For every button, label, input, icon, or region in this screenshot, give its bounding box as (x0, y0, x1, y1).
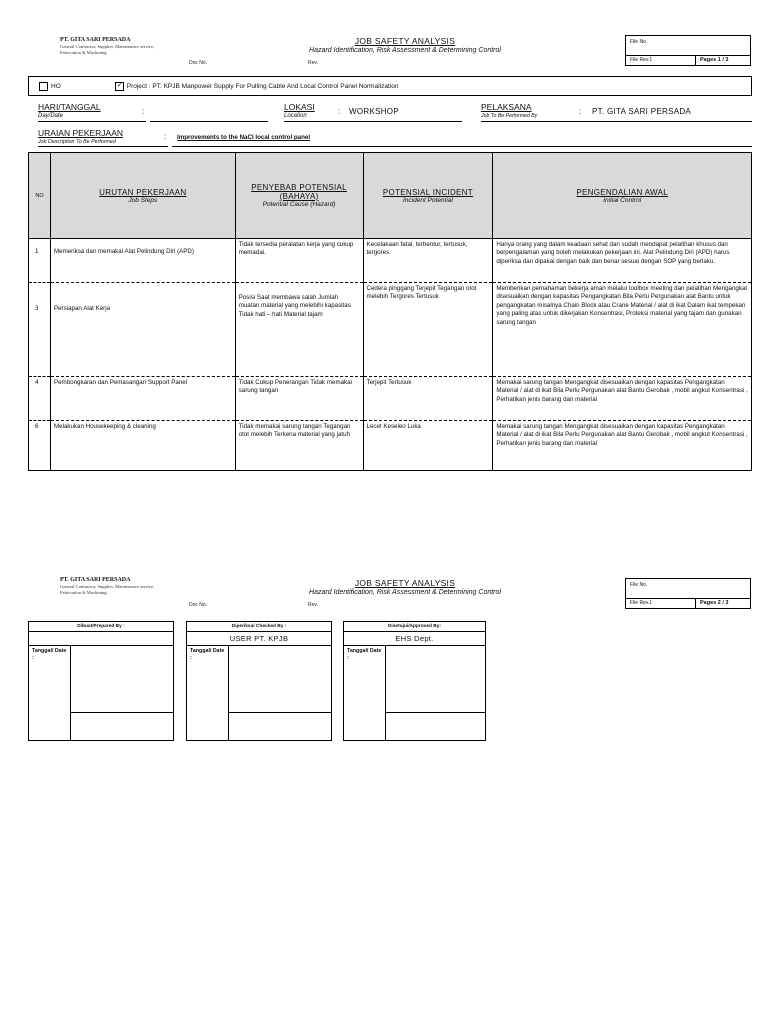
rev-label: Rev. (308, 60, 318, 66)
job-step: Pembongkaran dan Pemasangan Support Panel (50, 377, 235, 421)
lokasi-colon: : (338, 107, 341, 116)
document-title-page2: JOB SAFETY ANALYSIS (354, 578, 456, 588)
file-info-box (625, 35, 751, 66)
pelaksana-label: PELAKSANA (481, 102, 532, 112)
project-checkbox[interactable] (115, 82, 124, 91)
company-description-line1-page2: General Contractor, Supplier, Maintenance service, (60, 584, 155, 589)
file-rev-label: File Rev.1 (626, 56, 696, 65)
day-date-sublabel: Day/Date (38, 113, 64, 119)
potential-cause: Posisi Saat membawa salah Jumlah muatan material yang melebihi kapasitas Tidak hati – hati Material tajam (235, 283, 363, 377)
hari-tanggal-label: HARI/TANGGAL (38, 102, 101, 112)
hari-underline (38, 121, 146, 122)
header-initial-control: PENGENDALIAN AWAL Initial Control (493, 153, 752, 239)
potential-incident: Kecelakaan fatal, terbentur, tertusuk, tergores. (363, 239, 493, 283)
potential-incident: Lecet Keseleo Luka (363, 421, 493, 471)
company-name-page2: PT. GITA SARI PERSADA (60, 577, 131, 583)
hari-colon: : (142, 107, 145, 116)
potential-cause: Tidak tersedia peralatan kerja yang cukup memadai. (235, 239, 363, 283)
company-name: PT. GITA SARI PERSADA (60, 37, 131, 43)
row-number: 1 (29, 239, 51, 283)
initial-control: Hanya orang yang dalam keadaan sehat dan sudah mendapat pelatihan khusus dan berpengalaman yang boleh melakukan pekerjaan ini. Alat Pelindung Diri (APD) harus diperiksa dan dipakai dengan baik dan benar sesuai dengan SOP yang berlaku. (493, 239, 752, 283)
header-job-steps: URUTAN PEKERJAAN Job Steps (50, 153, 235, 239)
table-row (29, 283, 752, 377)
checked-date-label: Tanggal/ Date : (187, 646, 229, 740)
header-potential-cause: PENYEBAB POTENSIAL (BAHAYA) Potential Cause (Hazard) (235, 153, 363, 239)
company-description-line1: General Contractor, Supplier, Maintenance service, (60, 44, 155, 49)
location-value: WORKSHOP (349, 107, 399, 116)
table-row (29, 239, 752, 283)
performer-underline (481, 121, 752, 122)
row-number: 3 (29, 283, 51, 377)
job-step: Memeriksa dan memakai Alat Pelindung Diri (APD) (50, 239, 235, 283)
job-description-sublabel: Job Description To Be Performed (38, 139, 116, 145)
prepared-signature-area[interactable] (71, 646, 173, 740)
doc-no-label: Doc No. (189, 60, 208, 66)
performed-by-sublabel: Job To Be Performed By (481, 113, 538, 119)
project-box (28, 76, 752, 96)
prepared-date-label: Tanggal/ Date : (29, 646, 71, 740)
uraian-underline (38, 146, 168, 147)
jsa-table (28, 152, 752, 471)
ho-checkbox[interactable] (39, 82, 48, 91)
document-subtitle: Hazard Identification, Risk Assessment & Determining Control (309, 47, 501, 54)
approved-by-box (343, 621, 486, 741)
rev-label-page2: Rev. (308, 602, 318, 608)
prepared-by-label: Dibuat/Prepared By : (29, 622, 173, 632)
uraian-colon: : (164, 132, 167, 141)
header-potential-incident: POTENSIAL INCIDENT Incident Potential (363, 153, 493, 239)
potential-incident: Terjepit Tertusuk (363, 377, 493, 421)
checked-by-label: Diperiksa/ Checked By : (187, 622, 331, 632)
location-underline (284, 121, 462, 122)
row-number: 6 (29, 421, 51, 471)
checked-by-name: USER PT. KPJB (187, 632, 331, 646)
file-no-label: File No. (626, 36, 750, 56)
initial-control: Memakai sarung tangan Mengangkat disesuaikan dengan kapasitas Pengangkatan Material / alat di ikat Bila Perlu Pergunakan alat Bantu Gerobak , mobil angkut Konsentrasi , Perhatikan jenis barang dan material (493, 421, 752, 471)
lokasi-label: LOKASI (284, 102, 315, 112)
project-label: Project : PT. KPJB Manpower Supply For Pulling Cable And Local Control Panel Normalization (126, 82, 399, 90)
job-step: Melakukan Housekeeping & cleaning (50, 421, 235, 471)
table-header-row (29, 153, 752, 239)
checked-by-box (186, 621, 332, 741)
approved-signature-area[interactable] (386, 646, 485, 740)
header-no: NO (29, 153, 51, 239)
prepared-by-box (28, 621, 174, 741)
page-indicator-page2: Pages 2 / 3 (700, 600, 729, 606)
approved-date-label: Tanggal/ Date : (344, 646, 386, 740)
prepared-by-name (29, 632, 173, 646)
potential-cause: Tidak memakai sarung tangan Tegangan otot melebih Terkena material yang jatuh (235, 421, 363, 471)
table-row (29, 377, 752, 421)
file-rev-label-page2: File Rev.1 (626, 599, 696, 608)
document-subtitle-page2: Hazard Identification, Risk Assessment & Determining Control (309, 589, 501, 596)
company-description-line2-page2: Fabrication & Machining (60, 590, 107, 595)
job-description-value: Improvements to the NaCl local control panel (177, 134, 311, 141)
company-description-line2: Fabrication & Machining (60, 50, 107, 55)
approved-by-name: EHS Dept. (344, 632, 485, 646)
performer-value: PT. GITA SARI PERSADA (592, 107, 692, 116)
table-row (29, 421, 752, 471)
file-info-box-page2 (625, 578, 751, 609)
document-title: JOB SAFETY ANALYSIS (354, 36, 456, 46)
checked-signature-area[interactable] (229, 646, 331, 740)
job-description-field[interactable] (172, 146, 752, 147)
page-indicator: Pages 1 / 3 (700, 57, 729, 63)
approved-by-label: Disetujui/Approved By: (344, 622, 485, 632)
job-step: Persiapan Alat Kerja (50, 283, 235, 377)
location-sublabel: Location (284, 113, 307, 119)
initial-control: Memakai sarung tangan Mengangkat disesuaikan dengan kapasitas Pengangkatan Material / alat di ikat Bila Perlu Pergunakan alat Bantu Gerobak , mobil angkut Konsentrasi , Perhatikan jenis barang dan material (493, 377, 752, 421)
initial-control: Memberikan pemahaman bekerja aman melalui toolbox meeting dan pelatihan Mengangkat disesuaikan dengan kapasitas Pengangkatan Bila Perlu Pergunakan alat Bantu untuk pengangkatan misalnya Chain Block atau Crane Material / alat di ikat Dalam ikat tempekan yang paling atas untuk dikerjakan Konsentrasi, Proteksi material yang tajam dan gunakan sarung tangan (493, 283, 752, 377)
row-number: 4 (29, 377, 51, 421)
potential-incident: Cedera pinggang Terjepit Tegangan otot melebih Tergores Tertusuk (363, 283, 493, 377)
uraian-pekerjaan-label: URAIAN PEKERJAAN (38, 128, 124, 138)
doc-no-label-page2: Doc No. (189, 602, 208, 608)
file-no-label-page2: File No. (626, 579, 750, 599)
day-date-field[interactable] (150, 121, 268, 122)
ho-label: HO (51, 82, 61, 90)
pelaksana-colon: : (579, 107, 582, 116)
potential-cause: Tidak Cukup Penerangan Tidak memakai sarung tangan (235, 377, 363, 421)
